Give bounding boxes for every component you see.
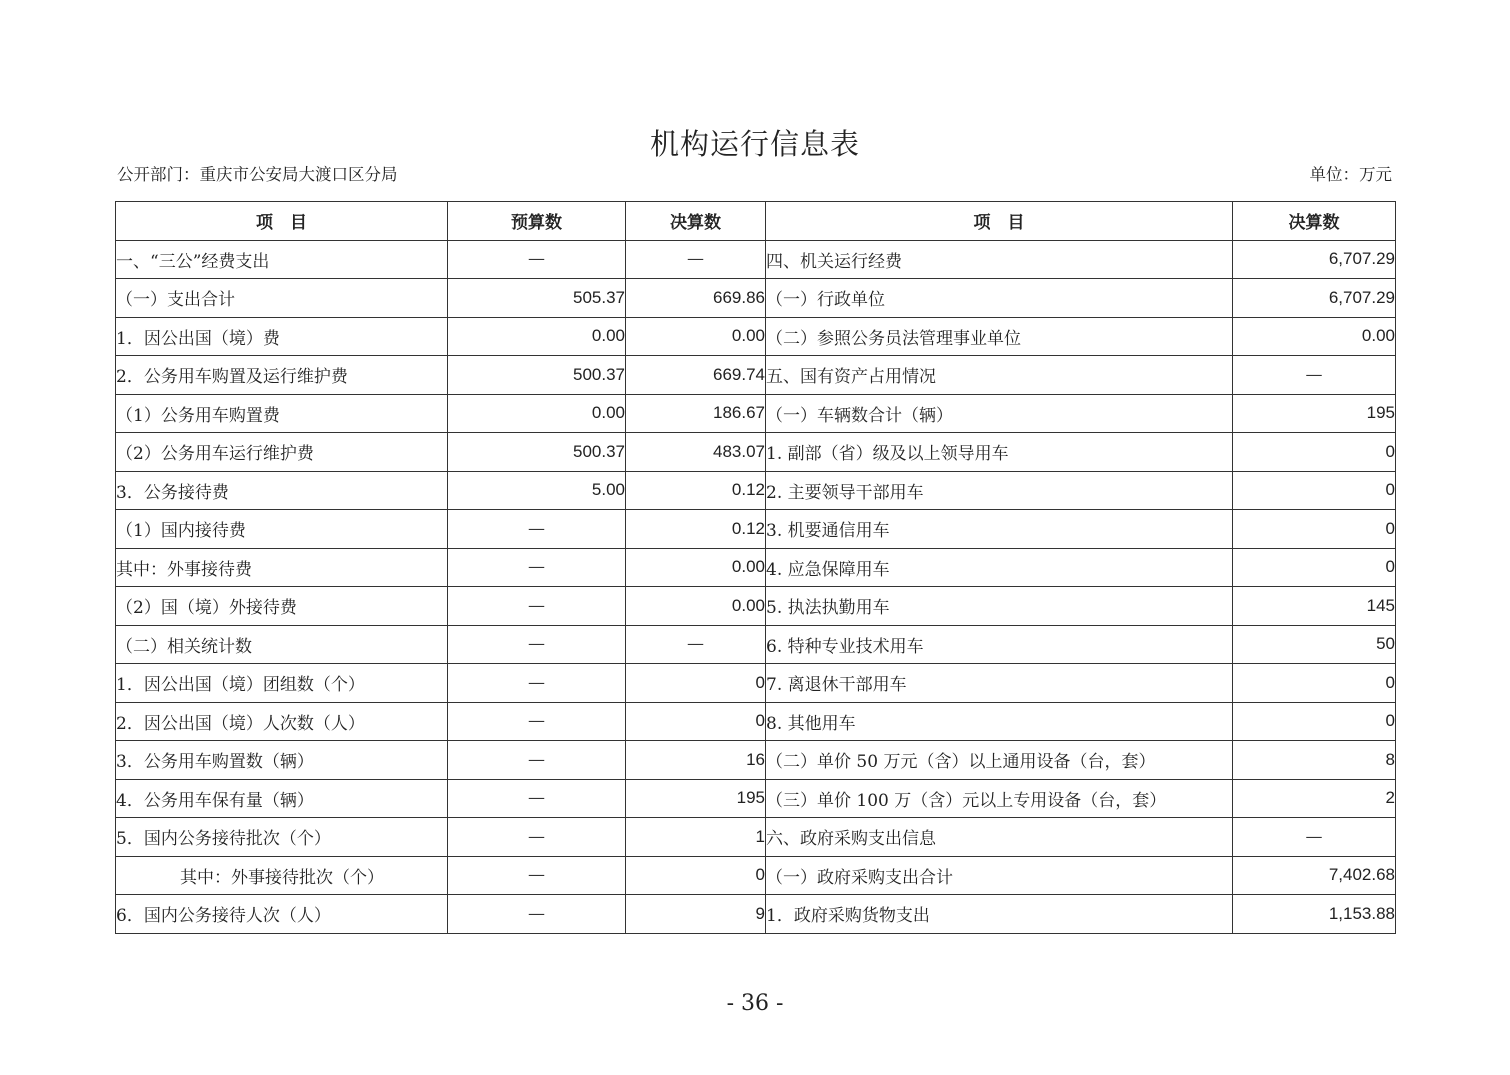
row-final: 483.07 [626,433,766,472]
header-final: 决算数 [626,202,766,241]
header-right-item: 项 目 [766,202,1233,241]
row-final: 0.00 [626,548,766,587]
row-item-right: （一）行政单位 [766,279,1233,318]
row-final: 669.74 [626,356,766,395]
row-budget: — [448,895,626,934]
table-row [116,625,1396,664]
row-item-right: 1．政府采购货物支出 [766,895,1233,934]
table-row [116,279,1396,318]
row-right-final: — [1233,818,1396,857]
table-row [116,394,1396,433]
row-right-final: 0 [1233,471,1396,510]
row-right-final: 8 [1233,741,1396,780]
table-row [116,779,1396,818]
row-budget: — [448,548,626,587]
table-row [116,895,1396,934]
unit-label: 单位：万元 [1309,165,1392,184]
row-item-left: 2．因公出国（境）人次数（人） [116,702,448,741]
page-number: - 36 - [726,991,784,1016]
row-final: — [626,625,766,664]
row-item-left: 4．公务用车保有量（辆） [116,779,448,818]
row-item-right: （二）单价 50 万元（含）以上通用设备（台，套） [766,741,1233,780]
row-item-right: 五、国有资产占用情况 [766,356,1233,395]
row-final: 186.67 [626,394,766,433]
row-final: 9 [626,895,766,934]
row-budget: 5.00 [448,471,626,510]
row-right-final: 1,153.88 [1233,895,1396,934]
table-header-row [116,202,1396,241]
row-right-final: 6,707.29 [1233,240,1396,279]
table-row [116,356,1396,395]
row-item-left: （2）国（境）外接待费 [116,587,448,626]
row-final: — [626,240,766,279]
table-row [116,240,1396,279]
row-right-final: 0 [1233,702,1396,741]
row-budget: 0.00 [448,317,626,356]
header-left-item: 项 目 [116,202,448,241]
row-item-left: 6．国内公务接待人次（人） [116,895,448,934]
row-budget: 500.37 [448,433,626,472]
department-label: 公开部门：重庆市公安局大渡口区分局 [117,165,398,184]
row-final: 0 [626,856,766,895]
table-row [116,702,1396,741]
row-item-right: （一）车辆数合计（辆） [766,394,1233,433]
row-right-final: 50 [1233,625,1396,664]
row-right-final: 145 [1233,587,1396,626]
row-budget: — [448,702,626,741]
header-right-final: 决算数 [1233,202,1396,241]
row-item-right: 1. 副部（省）级及以上领导用车 [766,433,1233,472]
row-item-right: （二）参照公务员法管理事业单位 [766,317,1233,356]
row-item-right: 3. 机要通信用车 [766,510,1233,549]
row-item-left: 3．公务用车购置数（辆） [116,741,448,780]
row-budget: 0.00 [448,394,626,433]
row-final: 0.00 [626,587,766,626]
table-row [116,818,1396,857]
row-budget: — [448,625,626,664]
row-item-left: 一、“三公”经费支出 [116,240,448,279]
row-right-final: 6,707.29 [1233,279,1396,318]
header-budget: 预算数 [448,202,626,241]
row-item-right: 8. 其他用车 [766,702,1233,741]
row-final: 0.12 [626,471,766,510]
row-item-left: 其中：外事接待费 [116,548,448,587]
row-item-left: （1）国内接待费 [116,510,448,549]
table-row [116,433,1396,472]
row-final: 0 [626,702,766,741]
row-budget: — [448,240,626,279]
row-budget: — [448,510,626,549]
row-budget: — [448,779,626,818]
row-final: 669.86 [626,279,766,318]
row-item-left: （二）相关统计数 [116,625,448,664]
table-row [116,856,1396,895]
row-right-final: 195 [1233,394,1396,433]
row-right-final: 0 [1233,433,1396,472]
table-row [116,471,1396,510]
info-table [115,201,1396,934]
table-row [116,548,1396,587]
row-final: 16 [626,741,766,780]
row-budget: — [448,741,626,780]
row-item-left: 1．因公出国（境）费 [116,317,448,356]
row-budget: 500.37 [448,356,626,395]
row-right-final: 0 [1233,510,1396,549]
row-item-left: 2．公务用车购置及运行维护费 [116,356,448,395]
row-right-final: 2 [1233,779,1396,818]
row-final: 195 [626,779,766,818]
row-final: 0.12 [626,510,766,549]
row-item-left: （2）公务用车运行维护费 [116,433,448,472]
table-row [116,317,1396,356]
row-item-right: 5. 执法执勤用车 [766,587,1233,626]
row-item-right: 4. 应急保障用车 [766,548,1233,587]
page-title: 机构运行信息表 [649,127,860,161]
row-right-final: 0 [1233,664,1396,703]
row-budget: — [448,856,626,895]
row-final: 1 [626,818,766,857]
row-item-left: 其中：外事接待批次（个） [116,856,448,895]
row-item-right: 2. 主要领导干部用车 [766,471,1233,510]
row-item-right: 6. 特种专业技术用车 [766,625,1233,664]
row-item-left: 3．公务接待费 [116,471,448,510]
row-budget: — [448,587,626,626]
row-right-final: 0 [1233,548,1396,587]
row-item-right: （三）单价 100 万（含）元以上专用设备（台，套） [766,779,1233,818]
row-item-right: （一）政府采购支出合计 [766,856,1233,895]
row-right-final: 7,402.68 [1233,856,1396,895]
row-right-final: — [1233,356,1396,395]
row-item-right: 六、政府采购支出信息 [766,818,1233,857]
row-budget: — [448,818,626,857]
row-item-right: 7. 离退休干部用车 [766,664,1233,703]
row-item-left: 1．因公出国（境）团组数（个） [116,664,448,703]
row-budget: 505.37 [448,279,626,318]
table-row [116,587,1396,626]
row-budget: — [448,664,626,703]
row-right-final: 0.00 [1233,317,1396,356]
row-final: 0 [626,664,766,703]
row-final: 0.00 [626,317,766,356]
table-row [116,664,1396,703]
row-item-left: 5．国内公务接待批次（个） [116,818,448,857]
row-item-left: （1）公务用车购置费 [116,394,448,433]
row-item-right: 四、机关运行经费 [766,240,1233,279]
table-row [116,741,1396,780]
table-row [116,510,1396,549]
row-item-left: （一）支出合计 [116,279,448,318]
